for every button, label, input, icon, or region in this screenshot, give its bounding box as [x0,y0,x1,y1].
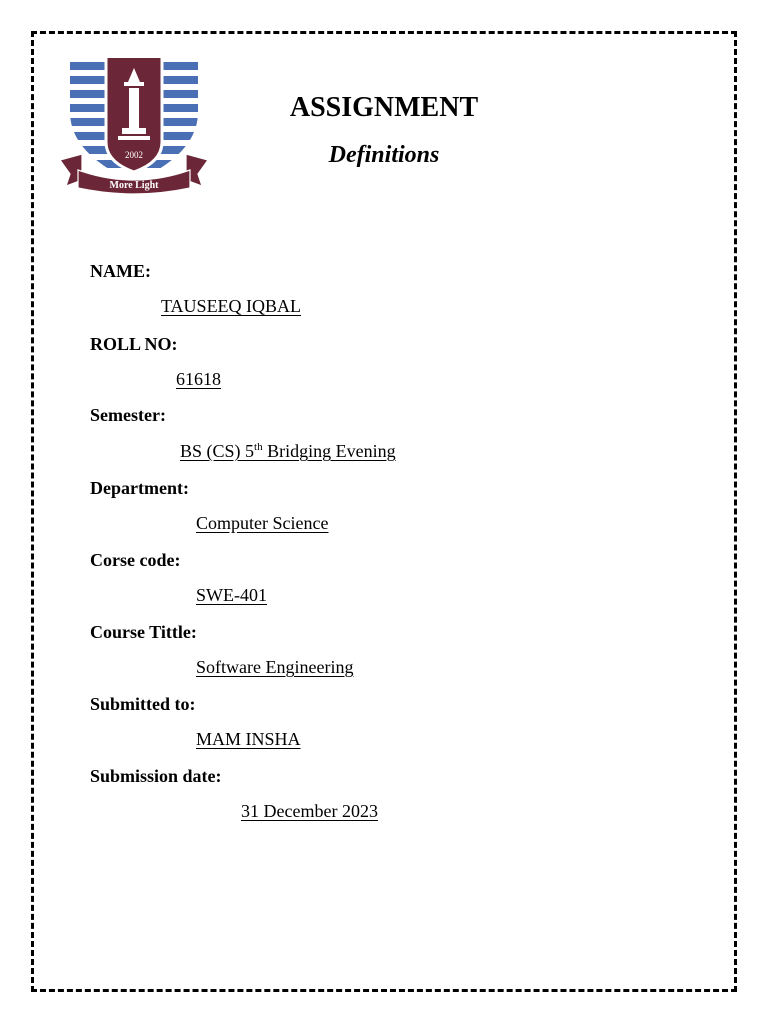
semester-value [180,441,396,462]
course-title-value: Software Engineering [196,657,354,677]
page-title: ASSIGNMENT [289,92,479,123]
name-value: TAUSEEQ IQBAL [161,296,302,316]
crest-motto: More Light [109,180,159,191]
submitted-to-value: MAM INSHA [196,729,301,749]
crest-year: 2002 [125,150,143,160]
page-subtitle: Definitions [328,142,440,168]
university-crest-icon [56,54,212,202]
submission-date-value: 31 December 2023 [241,801,378,821]
course-code-label: Corse code: [90,550,181,570]
semester-value-suffix: Bridging Evening [262,441,396,461]
semester-label: Semester: [90,405,166,425]
submission-date-label: Submission date: [90,766,222,786]
department-value: Computer Science [196,513,329,533]
department-label: Department: [90,478,189,498]
name-label: NAME: [90,261,151,281]
course-code-value: SWE-401 [196,585,267,605]
semester-value-prefix: BS (CS) 5 [180,441,255,461]
roll-no-value: 61618 [176,369,221,389]
semester-value-sup: th [254,441,263,453]
course-title-label: Course Tittle: [90,622,197,642]
submitted-to-label: Submitted to: [90,694,196,714]
roll-no-label: ROLL NO: [90,334,178,354]
